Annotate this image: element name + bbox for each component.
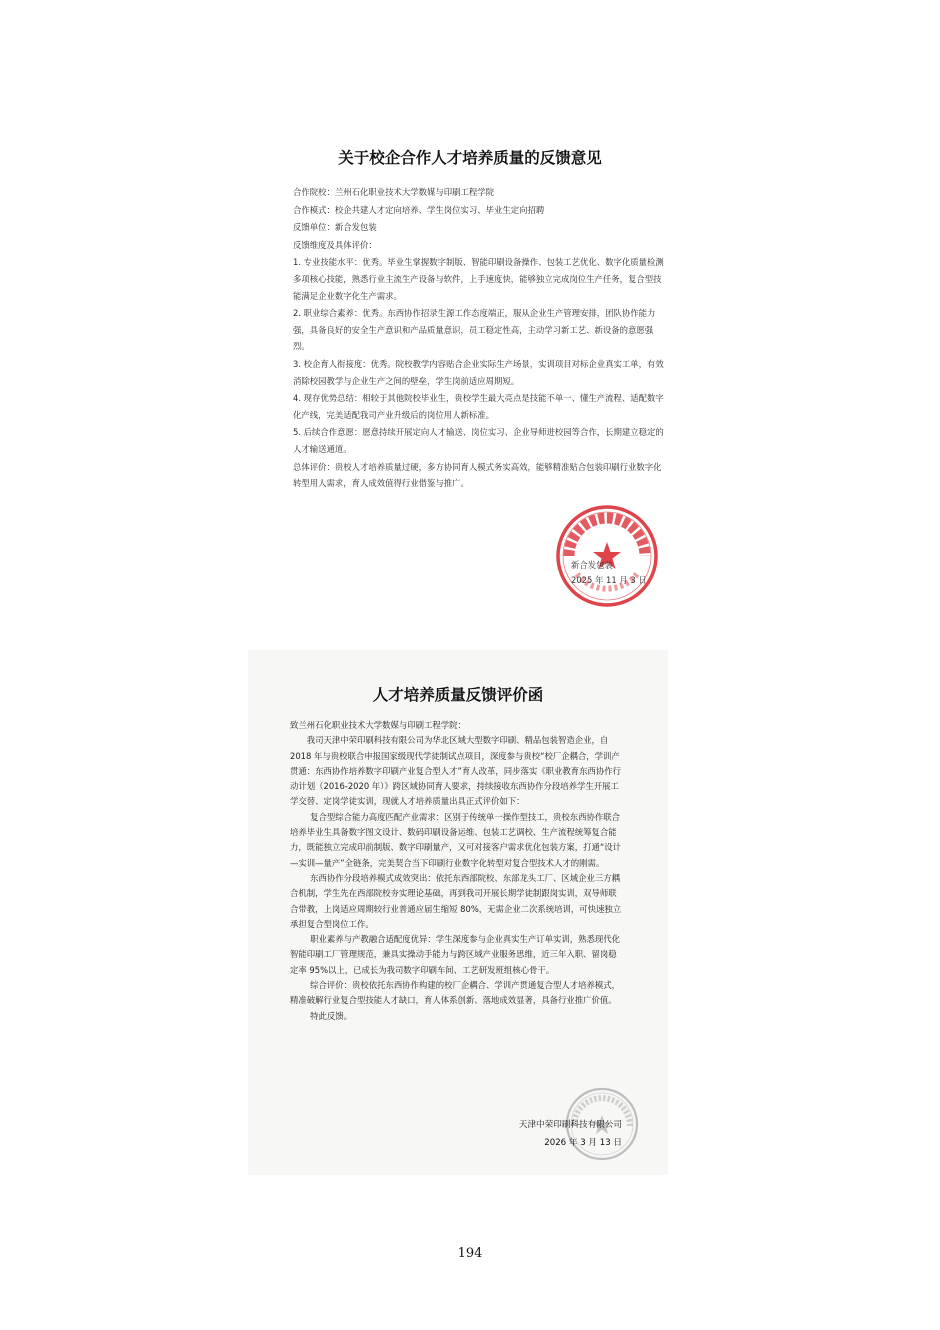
letter-1-title: 关于校企合作人才培养质量的反馈意见 bbox=[338, 149, 602, 167]
feedback-unit: 反馈单位：新合发包装 bbox=[293, 222, 377, 233]
letter-2-signer: 天津中荣印刷科技有限公司 bbox=[518, 1120, 622, 1130]
letter-1-date: 2025 年 11 月 3 日 bbox=[571, 575, 647, 585]
dimensions-heading: 反馈维度及具体评价： bbox=[293, 239, 377, 250]
paragraph-intro: 我司天津中荣印刷科技有限公司为华北区域大型数字印刷、精品包装智造企业，自 2018 年与贵校联合申报国家级现代学徒制试点项目，深度参与贵校“校厂企耦合，学训产贯通：东西协作培养数字印刷产业复合型人才”育人改革，同步落实《职业教育东西协作行动计划（2016-2020 年）》跨区域协同育人要求，持续接收东西协作分段培养学生开展工学交替、定岗学徒实训，现就人才培养质量出具正式评价如下： bbox=[290, 735, 621, 807]
letter-2-date: 2026 年 3 月 13 日 bbox=[544, 1138, 622, 1148]
letter-1-signature bbox=[571, 558, 647, 588]
letter-1-body bbox=[293, 184, 665, 493]
evaluation-item: 2. 职业综合素养：优秀。东西协作招录生源工作态度端正，服从企业生产管理安排，团队协作能力强，具备良好的安全生产意识和产品质量意识，员工稳定性高，主动学习新工艺、新设备的意愿强烈。 bbox=[293, 308, 656, 352]
paragraph-training-model: 东西协作分段培养模式成效突出：依托东西部院校、东部龙头工厂、区域企业三方耦合机制，学生先在西部院校夯实理论基础，再到我司开展长期学徒制跟岗实训，双导师联合带教，上岗适应周期较行业普通应届生缩短 80%，无需企业二次系统培训，可快速独立承担复合型岗位工作。 bbox=[290, 872, 622, 929]
closing: 特此反馈。 bbox=[310, 1010, 353, 1021]
paragraph-composite-ability: 复合型综合能力高度匹配产业需求：区别于传统单一操作型技工，贵校东西协作联合培养毕业生具备数字图文设计、数码印刷设备运维、包装工艺调校、生产流程统筹复合能力，既能独立完成印前制版、数字印刷量产，又可对接客户需求优化包装方案，打通“设计—实训—量产”全链条，完美契合当下印刷行业数字化转型对复合型技术人才的刚需。 bbox=[290, 811, 621, 868]
letter-2-body bbox=[290, 718, 624, 1024]
feedback-letter-2 bbox=[248, 650, 668, 1175]
letter-1-signer: 新合发包装 bbox=[571, 560, 613, 570]
evaluation-item: 3. 校企育人衔接度：优秀。院校教学内容贴合企业实际生产场景，实训项目对标企业真实工单，有效消除校园教学与企业生产之间的壁垒，学生岗前适应周期短。 bbox=[293, 358, 664, 386]
salutation: 致兰州石化职业技术大学数媒与印刷工程学院： bbox=[290, 720, 466, 730]
overall-evaluation: 总体评价：贵校人才培养质量过硬，多方协同育人模式务实高效，能够精准贴合包装印刷行业数字化转型用人需求，育人成效值得行业借鉴与推广。 bbox=[293, 461, 662, 489]
cooperation-mode: 合作模式：校企共建人才定向培养、学生岗位实习、毕业生定向招聘 bbox=[293, 204, 545, 215]
letter-2-title: 人才培养质量反馈评价函 bbox=[372, 686, 544, 704]
feedback-letter-1 bbox=[255, 100, 685, 630]
evaluation-item: 5. 后续合作意愿：愿意持续开展定向人才输送、岗位实习、企业导师进校园等合作，长期建立稳定的人才输送通道。 bbox=[293, 427, 664, 454]
paragraph-professional-quality: 职业素养与产教融合适配度优异：学生深度参与企业真实生产订单实训，熟悉现代化智能印刷工厂管理规范，兼具实操动手能力与跨区域产业服务思维，近三年入职、留岗稳定率 95%以上，已成长为我司数字印刷车间、工艺研发班组核心骨干。 bbox=[290, 934, 621, 975]
letter-2-signature bbox=[502, 1116, 622, 1152]
cooperating-school: 合作院校：兰州石化职业技术大学数媒与印刷工程学院 bbox=[293, 187, 494, 197]
evaluation-item: 1. 专业技能水平：优秀。毕业生掌握数字制版、智能印刷设备操作、包装工艺优化、数字化质量检测多项核心技能，熟悉行业主流生产设备与软件，上手速度快，能够独立完成岗位生产任务，复合型技能满足企业数字化生产需求。 bbox=[293, 257, 664, 301]
company-seal-red bbox=[555, 504, 659, 608]
paragraph-overall-evaluation: 综合评价：贵校依托东西协作构建的校厂企耦合、学训产贯通复合型人才培养模式，精准破解行业复合型技能人才缺口，育人体系创新、落地成效显著，具备行业推广价值。 bbox=[290, 980, 621, 1006]
page-number: 194 bbox=[457, 1246, 483, 1261]
evaluation-item: 4. 现存优势总结：相较于其他院校毕业生，贵校学生最大亮点是技能不单一、懂生产流程、适配数字化产线，完美适配我司产业升级后的岗位用人新标准。 bbox=[293, 393, 664, 420]
